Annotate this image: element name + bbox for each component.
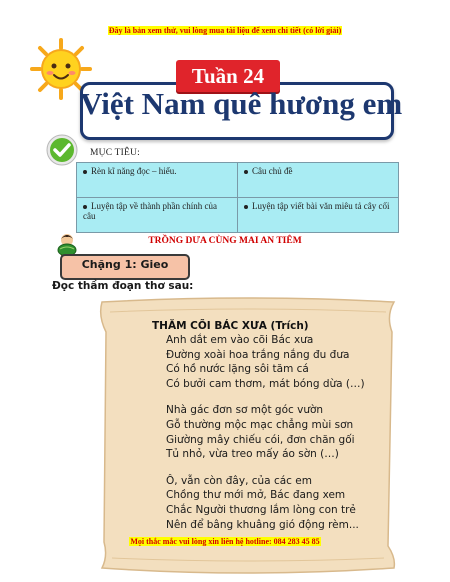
poem-line: Chắc Người thương lắm lòng con trẻ [166,503,356,516]
objective-text: Luyện tập viết bài văn miêu tả cây cối [252,201,390,211]
poem-line: Nên để bâng khuâng gió động rèm... [166,518,359,531]
objectives-row [77,198,399,233]
objective-cell [77,198,238,233]
objectives-label: MỤC TIÊU: [90,148,140,158]
page-title: Việt Nam quê hương em [80,86,403,121]
objective-cell [77,163,238,198]
instruction: Đọc thầm đoạn thơ sau: [52,280,194,292]
objective-text: Rèn kĩ năng đọc – hiểu. [91,166,177,176]
objective-text: Câu chủ đề [252,166,293,176]
poem-body [166,333,365,532]
poem-line: Chồng thư mới mở, Bác đang xem [166,489,346,502]
stanza-gap [166,462,365,474]
week-label: Tuần 24 [191,64,265,88]
poem-line: Gỗ thường mộc mạc chẳng mùi sơn [166,418,354,431]
poem-line: Có bưởi cam thơm, mát bóng dừa (…) [166,377,365,390]
stanza-gap [166,391,365,403]
objectives-row [77,163,399,198]
bullet-icon [83,205,87,209]
story-title: TRỒNG DƯA CÙNG MAI AN TIÊM [148,236,302,246]
poem-line: Có hồ nước lặng sôi tăm cá [166,363,309,376]
top-notice-text: Đây là bản xem thử, vui lòng mua tài liệu để xem chi tiết (có lời giải) [108,26,342,35]
bullet-icon [244,205,248,209]
poem-line: Ô, vẫn còn đây, của các em [166,474,312,487]
objectives-table [76,162,399,233]
objective-cell [238,163,399,198]
top-notice [0,26,450,35]
poem-line: Anh dắt em vào cõi Bác xưa [166,334,314,346]
objective-text: Luyện tập về thành phần chính của câu [83,201,217,221]
poem-line: Nhà gác đơn sơ một góc vườn [166,404,324,417]
stage-label: Chặng 1: Gieo [81,258,169,271]
poem-line: Đường xoài hoa trắng nắng đu đưa [166,348,350,361]
objective-cell [238,198,399,233]
bullet-icon [244,170,248,174]
checkmark-icon [46,134,78,166]
poem-title: THĂM CÕI BÁC XƯA (Trích) [152,320,309,332]
bullet-icon [83,170,87,174]
bottom-notice [0,537,450,546]
bottom-notice-text: Mọi thắc mắc vui lòng xin liên hệ hotline: 084 283 45 85 [130,537,320,546]
poem-line: Giường mây chiếu cói, đơn chăn gối [166,433,355,446]
poem-line: Tủ nhỏ, vừa treo mấy áo sờn (…) [166,448,339,461]
